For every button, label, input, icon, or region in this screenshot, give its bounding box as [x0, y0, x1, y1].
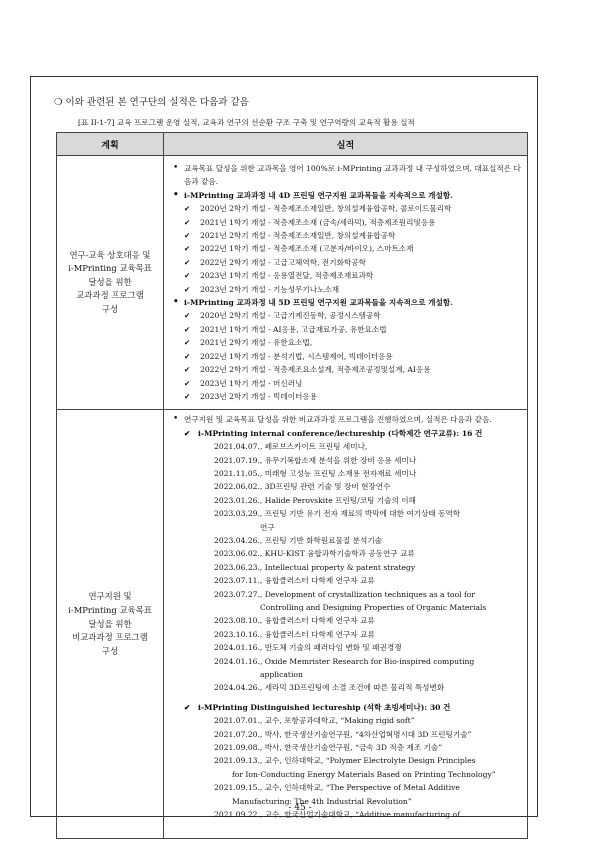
list-item: 2021.09.15., 교수, 인하대학교, “The Perspective of Metal Additive [214, 783, 460, 793]
sub-heading: ✔ i-MPrinting Distinguished lectureship (석학 초빙세미나): 30 건 [172, 701, 521, 714]
list-item: ✔ 2021년 2학기 개설 - 적층제조소재일반, 창의설계융합공학 [172, 229, 521, 242]
list-item: 2023.07.27., Development of crystallization techniques as a tool for [214, 589, 476, 599]
list-item: 2023.04.26., 프린팅 기반 화학원료물질 분석기술 [214, 535, 382, 545]
list-item: 2024.01.16., 반도체 기술의 패러다임 변화 및 패권경쟁 [214, 643, 402, 653]
list-4d [172, 202, 521, 296]
list-item: ✔ 2023년 1학기 개설 - 머신러닝 [172, 377, 521, 390]
list-item: 2021.07.01., 교수, 포항공과대학교, “Making rigid soft” [214, 716, 415, 726]
list-item: 2023.01.26., Halide Perovskite 프린팅/코팅 기술의 이해 [214, 495, 416, 505]
header-plan: 계획 [57, 133, 164, 156]
list-item-continued: 연구 [260, 522, 275, 532]
list-item: ✔ 2022년 1학기 개설 - 분석기법, 시스템제어, 빅데이터응용 [172, 350, 521, 363]
list-item: ✔ 2023년 2학기 개설 - 빅데이터응용 [172, 390, 521, 403]
list-item: 2021.07.20., 박사, 한국생산기술연구원, “4차산업혁명시대 3D 프린팅기술” [214, 729, 472, 739]
row1-plan-line: 교과과정 프로그램 [76, 290, 144, 301]
list-item-continued: Manufacturing: The 4th Industrial Revolution” [232, 796, 412, 806]
bullet-item: • 연구지원 및 교육목표 달성을 위한 비교과과정 프로그램을 진행하였으며, 실적은 다음과 같음. [172, 413, 521, 426]
row2-plan-line: 달성을 위한 [88, 618, 132, 629]
list-item: 2021.09.08., 박사, 한국생산기술연구원, “금속 3D 적층 제조 기술” [214, 743, 443, 753]
list-item: 2021.09.22., 교수, 한국산업기술대학교, “Additive manufacturing of [214, 810, 460, 820]
table-caption: [표 II-1-7] 교육 프로그램 운영 실적, 교육과 연구의 선순환 구조 구축 및 연구역량의 교육적 활용 실적 [78, 118, 415, 127]
list-5d [172, 309, 521, 403]
list-item: ✔ 2023년 1학기 개설 - 응용열전달, 적층제조재료과학 [172, 269, 521, 282]
list-item: 2022.06.02., 3D프린팅 관련 기술 및 장비 현장연수 [214, 482, 391, 492]
bullet-item: • i-MPrinting 교과과정 내 5D 프린팅 연구지원 교과목들을 지속적으로 개설함. [172, 296, 521, 309]
table-row [57, 410, 528, 839]
list-item: 2023.06.02., KHU-KIST 융합과학기술학과 공동연구 교류 [214, 549, 415, 559]
intro-text: ❍ 이와 관련된 본 연구단의 실적은 다음과 같음 [54, 97, 249, 108]
list-item: ✔ 2023년 2학기 개설 - 기능성무기나노소재 [172, 283, 521, 296]
list-item: 2023.08.10., 융합클러스터 다학제 연구자 교류 [214, 616, 375, 626]
conference-list [172, 440, 521, 695]
table-header-row [57, 133, 528, 156]
list-item: 2021.11.05., 미래형 고성능 프린팅 소재용 전자재료 세미나 [214, 468, 417, 478]
list-item: ✔ 2021년 1학기 개설 - 적층제조소재 (금속/세라믹), 적층제조원리및응용 [172, 216, 521, 229]
list-item: ✔ 2022년 2학기 개설 - 적층제조요소설계, 적층제조공정및설계, AI응용 [172, 363, 521, 376]
row1-plan-line: 구성 [101, 304, 119, 315]
list-item: ✔ 2021년 1학기 개설 - AI응용, 고급재료가공, 유한요소법 [172, 323, 521, 336]
list-item: 2023.06.23., Intellectual property & patent strategy [214, 562, 416, 572]
bullet-item: • i-MPrinting 교과과정 내 4D 프린팅 연구지원 교과목들을 지속적으로 개설함. [172, 189, 521, 202]
list-item: ✔ 2022년 1학기 개설 - 적층제조소재 (고분자/바이오), 스마트소재 [172, 242, 521, 255]
list-item: 2023.03.29., 프린팅 기반 유기 전자 재료의 박막에 대한 여기상태 동역학 [214, 509, 461, 519]
list-item-continued: application [260, 670, 303, 680]
list-item: 2021.04.07., 페로브스카이트 프린팅 세미나, [214, 442, 368, 452]
row1-plan-cell [57, 156, 164, 410]
list-item: ✔ 2021년 2학기 개설 - 유한요소법, [172, 336, 521, 349]
list-item: ✔ 2020년 2학기 개설 - 적층제조소재일반, 창의설계융합공학, 콜로이드물리학 [172, 202, 521, 215]
row1-plan-line: 연구-교육 상호대응 및 [69, 249, 151, 260]
row1-plan-line: 달성을 위한 [88, 276, 132, 287]
row2-plan-cell [57, 410, 164, 839]
row2-plan-line: 연구지원 및 [88, 591, 132, 602]
list-item-continued: for Ion-Conducting Energy Materials Based on Printing Technology” [232, 769, 496, 779]
row1-result-cell [164, 156, 528, 410]
row1-plan-line: i-MPrinting 교육목표 [68, 263, 152, 274]
list-item: 2023.10.16., 융합클러스터 다학제 연구자 교류 [214, 629, 375, 639]
list-item: 2024.01.16., Oxide Memrister Research for Bio-inspired computing [214, 656, 475, 666]
table-row [57, 156, 528, 410]
list-item: 2021.09.13., 교수, 인하대학교, “Polymer Electrolyte Design Principles [214, 756, 476, 766]
list-item: ✔ 2020년 2학기 개설 - 고급기계진동학, 공정시스템공학 [172, 309, 521, 322]
list-item-continued: Controlling and Designing Properties of Organic Materials [260, 603, 487, 612]
page-number: - 45 - [288, 803, 312, 813]
row2-plan-line: 구성 [101, 645, 119, 656]
row2-result-cell [164, 410, 528, 839]
results-table [56, 132, 528, 839]
header-result: 실적 [164, 133, 528, 156]
list-item: ✔ 2022년 2학기 개설 - 고급고체역학, 전기화학공학 [172, 256, 521, 269]
row2-plan-line: i-MPrinting 교육목표 [68, 604, 152, 615]
sub-heading: ✔ i-MPrinting internal conference/lectureship (다학제간 연구교류): 16 건 [172, 427, 521, 440]
list-item: 2024.04.26., 세라믹 3D프린팅에 소결 조건에 따른 물리적 특성변화 [214, 683, 445, 693]
list-item: 2023.07.11., 융합클러스터 다학제 연구자 교류 [214, 576, 375, 586]
bullet-item: • 교육목표 달성을 위한 교과목을 영어 100%로 i-MPrinting 교과과정 내 구성하였으며, 대표실적은 다음과 같음. [172, 162, 521, 189]
list-item: 2021.07.19., 유무기복합소재 분석을 위한 장비 응용 세미나 [214, 455, 417, 465]
row2-plan-line: 비교과과정 프로그램 [72, 632, 148, 643]
